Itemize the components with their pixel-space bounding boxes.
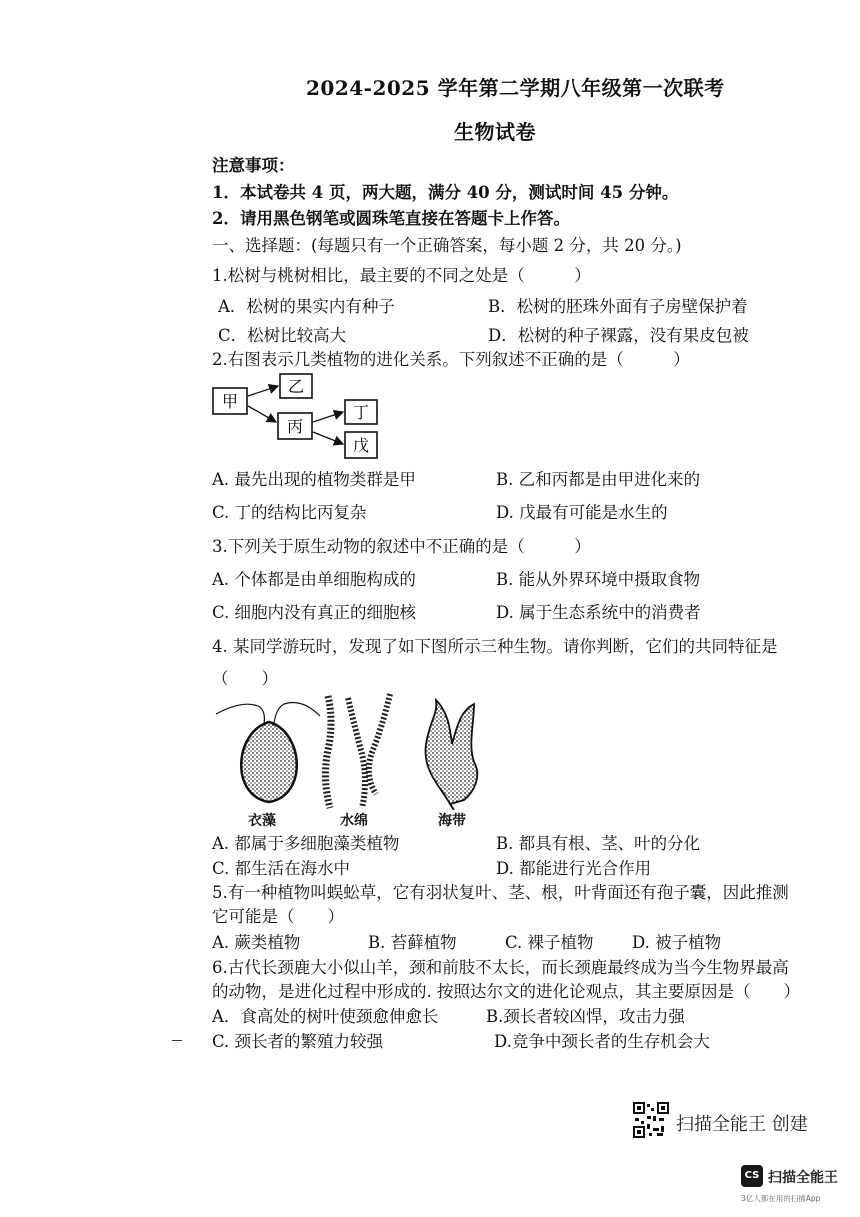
option-c: C．松树比较高大	[218, 326, 347, 345]
question-stem: 1.松树与桃树相比，最主要的不同之处是（ ）	[212, 266, 591, 285]
node-bing: 丙	[286, 417, 304, 436]
caption-spirogyra: 水绵	[340, 813, 368, 829]
option-b: B. 苔藓植物	[368, 933, 457, 952]
option-d: D. 属于生态系统中的消费者	[496, 603, 701, 622]
option-a: A．松树的果实内有种子	[218, 297, 395, 316]
notes-heading: 注意事项：	[212, 156, 295, 175]
option-d: D. 被子植物	[632, 933, 722, 952]
caption-kelp: 海带	[438, 813, 466, 829]
evolution-diagram	[212, 372, 392, 464]
note-item: 1．本试卷共 4 页，两大题，满分 40 分，测试时间 45 分钟。	[212, 183, 679, 202]
question-stem: 2.右图表示几类植物的进化关系。下列叙述不正确的是（ ）	[212, 350, 690, 369]
question-stem-cont: 它可能是（ ）	[212, 907, 344, 926]
camscanner-tagline: 3亿人都在用的扫描App	[741, 1194, 821, 1203]
option-c: C. 颈长者的繁殖力较强	[212, 1032, 384, 1051]
scan-created-label: 扫描全能王 创建	[676, 1114, 808, 1135]
option-d: D. 戊最有可能是水生的	[496, 503, 668, 522]
option-d: D.竞争中颈长者的生存机会大	[494, 1032, 710, 1051]
question-stem: 4. 某同学游玩时，发现了如下图所示三种生物。请你判断，它们的共同特征是	[212, 637, 778, 656]
option-b: B．松树的胚珠外面有子房壁保护着	[488, 297, 748, 316]
option-b: B. 都具有根、茎、叶的分化	[496, 834, 701, 853]
question-stem: 5.有一种植物叫蜈蚣草，它有羽状复叶、茎、根，叶背面还有孢子囊，因此推测	[212, 883, 789, 902]
option-b: B.颈长者较凶悍，攻击力强	[486, 1007, 685, 1026]
question-stem-cont: 的动物，是进化过程中形成的. 按照达尔文的进化论观点，其主要原因是（ ）	[212, 982, 800, 1001]
option-b: B. 乙和丙都是由甲进化来的	[496, 470, 701, 489]
option-d: D. 都能进行光合作用	[496, 859, 652, 878]
camscanner-badge: CS	[741, 1165, 763, 1187]
node-ding: 丁	[352, 403, 370, 422]
camscanner-brand: 扫描全能王	[768, 1170, 838, 1186]
question-stem: 3.下列关于原生动物的叙述中不正确的是（ ）	[212, 537, 591, 556]
option-c: C. 裸子植物	[505, 933, 594, 952]
option-c: C. 细胞内没有真正的细胞核	[212, 603, 417, 622]
question-stem: 6.古代长颈鹿大小似山羊，颈和前肢不太长，而长颈鹿最终成为当今生物界最高	[212, 958, 789, 977]
node-jia: 甲	[221, 392, 239, 411]
section-heading: 一、选择题：(每题只有一个正确答案，每小题 2 分，共 20 分。)	[212, 236, 682, 255]
option-c: C. 丁的结构比丙复杂	[212, 503, 367, 522]
option-a: A. 都属于多细胞藻类植物	[212, 834, 400, 853]
exam-title: 2024-2025 学年第二学期八年级第一次联考	[306, 76, 725, 100]
option-a: A. 最先出现的植物类群是甲	[212, 470, 416, 489]
option-a: A．食高处的树叶使颈愈伸愈长	[212, 1007, 439, 1026]
note-item: 2．请用黑色钢笔或圆珠笔直接在答题卡上作答。	[212, 209, 570, 228]
option-c: C. 都生活在海水中	[212, 859, 351, 878]
node-wu: 戊	[352, 436, 370, 455]
question-stem-cont: （ ）	[212, 669, 278, 688]
qr-code-icon	[633, 1102, 669, 1138]
margin-dash	[172, 1040, 182, 1041]
option-a: A. 蕨类植物	[212, 933, 301, 952]
option-b: B. 能从外界环境中摄取食物	[496, 570, 701, 589]
caption-chlamydomonas: 衣藻	[248, 813, 276, 829]
organism-illustration	[212, 692, 492, 832]
algae-drawing	[212, 692, 492, 810]
node-yi: 乙	[287, 377, 305, 396]
option-d: D．松树的种子裸露，没有果皮包被	[488, 326, 749, 345]
option-a: A. 个体都是由单细胞构成的	[212, 570, 416, 589]
exam-subtitle: 生物试卷	[454, 120, 536, 144]
